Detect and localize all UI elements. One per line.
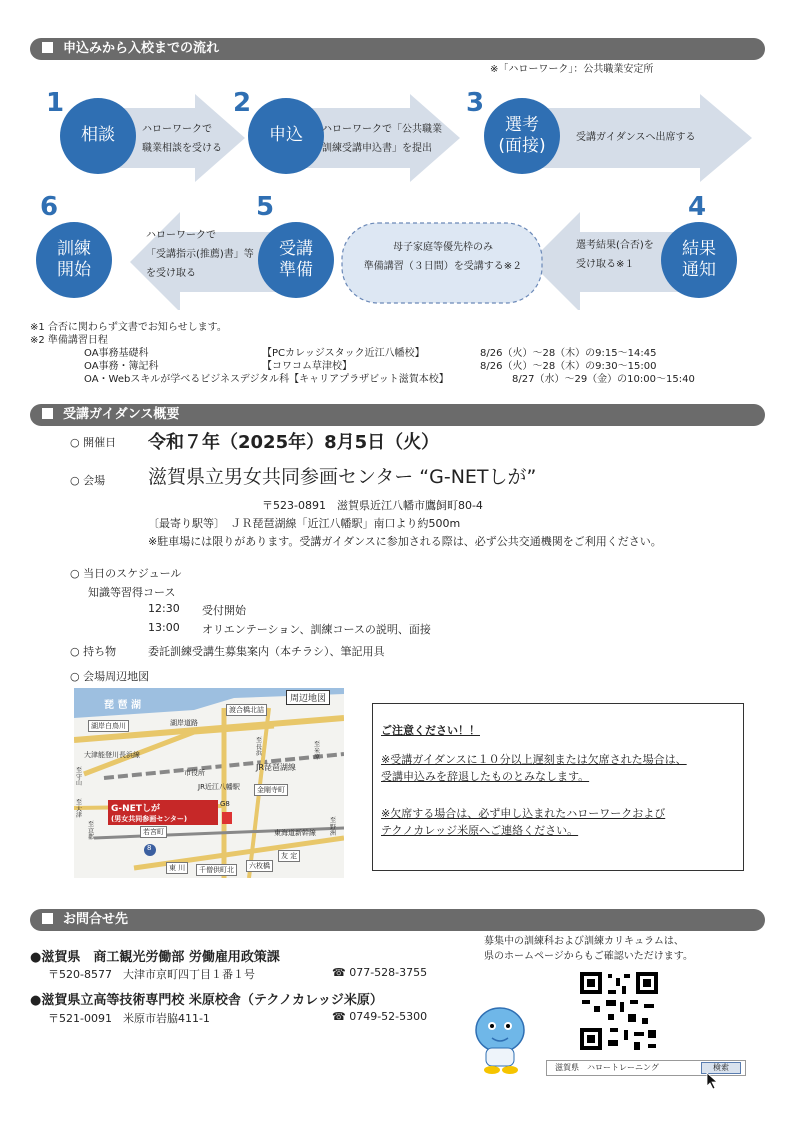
step-text-1: ハローワークで 職業相談を受ける — [142, 124, 222, 154]
venue-map — [74, 688, 344, 878]
map-legend: 周辺地図 — [286, 690, 330, 705]
notice-title: ご注意ください！！ — [381, 724, 480, 737]
hellowork-footnote: ※「ハローワーク」：公共職業安定所 — [490, 64, 654, 75]
step-circle-consult: 相談 — [60, 98, 136, 174]
search-query-text: 滋賀県 ハロートレーニング — [555, 1063, 659, 1072]
step-circle-prep: 受講 準備 — [258, 222, 334, 298]
step-number-6: 6 — [40, 192, 59, 222]
step-text-4: 選考結果(合否)を 受け取る※１ — [576, 240, 654, 270]
map-label: 大津能登川長浜線 — [84, 751, 140, 759]
step-number-4: 4 — [688, 192, 707, 222]
map-label: 市役所 — [184, 769, 205, 777]
map-lake-label: 琵 琶 湖 — [104, 700, 141, 711]
note-2: ※2 準備講習日程 — [30, 335, 108, 346]
section-title: 受講ガイダンス概要 — [63, 407, 180, 422]
prep-course-school: 【コワコム草津校】 — [262, 361, 352, 372]
notice-box — [372, 703, 744, 871]
items-value: 委託訓練受講生募集案内（本チラシ）、筆記用具 — [148, 645, 385, 658]
prep-course-school: 【PCカレッジスタック近江八幡校】 — [262, 348, 425, 359]
section-header-guidance — [30, 404, 765, 426]
map-label: 至京都 — [88, 821, 95, 842]
notice-text: ※受講ガイダンスに１０分以上遅刻または欠席された場合は、 — [381, 753, 687, 767]
step-number-1: 1 — [46, 88, 65, 118]
contact-2-phone: ☎ 0749-52-5300 — [332, 1010, 428, 1023]
map-label: ○ 会場周辺地図 — [70, 670, 150, 683]
mascot-illustration — [470, 1000, 532, 1076]
date-value: 令和７年（2025年）8月5日（火） — [148, 432, 440, 453]
prep-course-name: OA事務・簿記科 — [84, 361, 159, 372]
step-number-2: 2 — [233, 88, 252, 118]
prep-course-date: 8/26（火）～28（木）の9:15～14:45 — [480, 348, 657, 359]
schedule-label: ○ 当日のスケジュール — [70, 567, 182, 580]
section-header-flow — [30, 38, 765, 60]
step-number-5: 5 — [256, 192, 275, 222]
notice-text: ※欠席する場合は、必ず申し込まれたハローワークおよび — [381, 807, 666, 821]
step-circle-selection: 選考 (面接) — [484, 98, 560, 174]
map-label: 至守山 — [76, 767, 83, 788]
step-circle-apply: 申込 — [248, 98, 324, 174]
map-label: 至米原 — [314, 741, 321, 762]
map-label: 湖岸白鳥川 — [88, 720, 129, 732]
parking-note: ※駐車場には限りがあります。受講ガイダンスに参加される際は、必ず公共交通機関をご利用ください。 — [148, 535, 662, 548]
note-1: ※1 合否に関わらず文書でお知らせします。 — [30, 322, 227, 333]
step-text-5: ハローワークで 「受講指示(推薦)書」等 を受け取る — [146, 230, 254, 279]
map-label: JR近江八幡駅 — [198, 783, 240, 791]
map-label: 東海道新幹線 — [274, 829, 316, 837]
contact-1-phone: ☎ 077-528-3755 — [332, 966, 428, 979]
schedule-course: 知識等習得コース — [88, 586, 176, 599]
map-label: 六枚橋 — [246, 860, 273, 872]
contact-2-address: 〒521-0091 米原市岩脇411-1 — [48, 1012, 210, 1025]
venue-value: 滋賀県立男女共同参画センター “G-NETしが” — [148, 466, 537, 488]
prep-course-date: 8/27（水）～29（金）の10:00～15:40 — [512, 374, 695, 385]
contact-1-name: ●滋賀県 商工観光労働部 労働雇用政策課 — [30, 950, 280, 965]
map-label: 若宮町 — [140, 826, 167, 838]
notice-text: 受講申込みを辞退したものとみなします。 — [381, 770, 590, 784]
map-label: 湖岸道路 — [170, 719, 198, 727]
map-label: 至長浜 — [256, 737, 263, 758]
map-label: 金剛寺町 — [254, 784, 288, 796]
section-header-contact — [30, 909, 765, 931]
schedule-time: 13:00 — [148, 621, 180, 634]
prep-course-bubble: 母子家庭等優先枠のみ 準備講習（３日間）を受講する※２ — [363, 242, 523, 272]
map-label: G8 — [220, 800, 230, 808]
schedule-desc: オリエンテーション、訓練コースの説明、面接 — [202, 623, 431, 636]
map-route-number: 8 — [147, 844, 152, 852]
step-circle-result: 結果 通知 — [661, 222, 737, 298]
cursor-icon — [706, 1072, 720, 1090]
venue-address: 〒523-0891 滋賀県近江八幡市鷹飼町80-4 — [262, 499, 483, 512]
prep-course-name: OA事務基礎科 — [84, 348, 149, 359]
qr-caption: 募集中の訓練科および訓練カリキュラムは、 県のホームページからもご確認いただけます。 — [484, 936, 693, 962]
map-label: 至大津 — [76, 799, 83, 820]
step-text-3: 受講ガイダンスへ出席する — [576, 132, 696, 143]
contact-1-address: 〒520-8577 大津市京町四丁目１番１号 — [48, 968, 255, 981]
section-title: 申込みから入校までの流れ — [63, 41, 220, 56]
schedule-desc: 受付開始 — [202, 604, 246, 617]
venue-label: ○ 会場 — [70, 474, 106, 487]
schedule-time: 12:30 — [148, 602, 180, 615]
items-label: ○ 持ち物 — [70, 645, 117, 658]
step-circle-start: 訓練 開始 — [36, 222, 112, 298]
contact-2-name: ●滋賀県立高等技術専門校 米原校舎（テクノカレッジ米原） — [30, 993, 383, 1008]
step-text-2: ハローワークで「公共職業 訓練受講申込書」を提出 — [322, 124, 442, 154]
map-venue-marker: G-NETしが (男女共同参画センター) — [108, 800, 218, 825]
step-number-3: 3 — [466, 88, 485, 118]
map-label: 友 定 — [278, 850, 300, 862]
search-button[interactable]: 検索 — [701, 1062, 741, 1074]
prep-course-name: OA・Webスキルが学べるビジネスデジタル科【キャリアプラザビット滋賀本校】 — [84, 374, 449, 385]
nearest-station: 〔最寄り駅等〕 ＪＲ琵琶湖線「近江八幡駅」南口より約500m — [148, 517, 461, 530]
prep-course-date: 8/26（火）～28（木）の9:30～15:00 — [480, 361, 657, 372]
map-label: JR琵琶湖線 — [256, 763, 296, 772]
section-title: お問合せ先 — [63, 912, 129, 927]
map-label: 東 川 — [166, 862, 188, 874]
map-label: 渡合橋北詰 — [226, 704, 267, 716]
date-label: ○ 開催日 — [70, 436, 117, 449]
map-label: 至野洲 — [330, 817, 337, 838]
qr-code[interactable] — [578, 970, 660, 1052]
notice-text: テクノカレッジ米原へご連絡ください。 — [381, 824, 579, 838]
map-label: 千僧供町北 — [196, 864, 237, 876]
